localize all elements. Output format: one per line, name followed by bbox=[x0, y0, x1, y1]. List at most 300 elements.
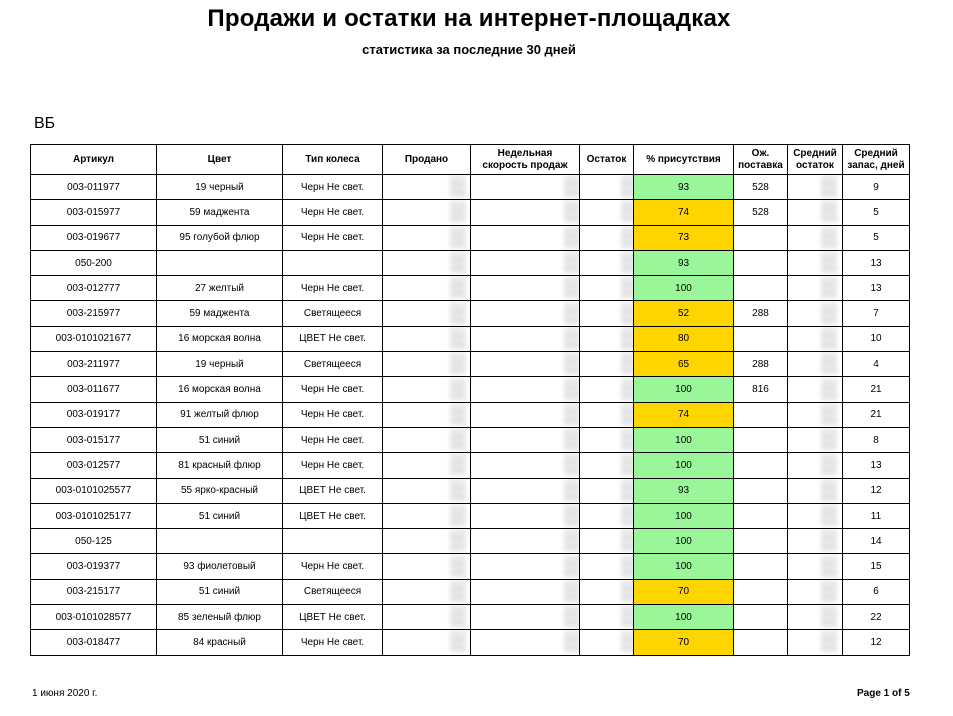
cell-weekly-speed bbox=[471, 377, 580, 402]
cell-weekly-speed bbox=[471, 352, 580, 377]
table-header-row bbox=[31, 145, 910, 175]
cell-weekly-speed bbox=[471, 503, 580, 528]
redacted-value bbox=[621, 480, 634, 502]
table-row bbox=[31, 427, 910, 452]
redacted-value bbox=[621, 530, 634, 552]
cell-article: 050-200 bbox=[31, 250, 157, 275]
cell-wheel-type: Светящееся bbox=[283, 579, 383, 604]
cell-stock bbox=[580, 250, 634, 275]
cell-wheel-type bbox=[283, 529, 383, 554]
cell-article: 003-0101025177 bbox=[31, 503, 157, 528]
cell-color: 51 синий bbox=[157, 579, 283, 604]
cell-color: 59 маджента bbox=[157, 301, 283, 326]
cell-avg-stock bbox=[788, 478, 843, 503]
cell-presence: 100 bbox=[634, 605, 734, 630]
sales-table bbox=[30, 144, 910, 656]
cell-presence: 65 bbox=[634, 352, 734, 377]
redacted-value bbox=[564, 606, 580, 628]
cell-weekly-speed bbox=[471, 453, 580, 478]
redacted-value bbox=[450, 429, 466, 451]
table-row bbox=[31, 554, 910, 579]
redacted-value bbox=[450, 379, 466, 401]
table-row bbox=[31, 301, 910, 326]
cell-wheel-type: Светящееся bbox=[283, 301, 383, 326]
cell-sold bbox=[383, 377, 471, 402]
cell-color bbox=[157, 529, 283, 554]
cell-avg-stock bbox=[788, 200, 843, 225]
cell-article: 003-011677 bbox=[31, 377, 157, 402]
cell-avg-days: 21 bbox=[843, 377, 910, 402]
redacted-value bbox=[450, 328, 466, 350]
redacted-value bbox=[821, 556, 837, 578]
cell-color: 93 фиолетовый bbox=[157, 554, 283, 579]
cell-presence: 70 bbox=[634, 579, 734, 604]
cell-avg-stock bbox=[788, 503, 843, 528]
cell-wheel-type: Черн Не свет. bbox=[283, 427, 383, 452]
cell-sold bbox=[383, 200, 471, 225]
redacted-value bbox=[450, 480, 466, 502]
cell-presence: 100 bbox=[634, 276, 734, 301]
cell-expected-supply bbox=[734, 554, 788, 579]
redacted-value bbox=[450, 303, 466, 325]
redacted-value bbox=[821, 277, 837, 299]
cell-expected-supply bbox=[734, 276, 788, 301]
cell-avg-stock bbox=[788, 225, 843, 250]
cell-stock bbox=[580, 427, 634, 452]
cell-avg-stock bbox=[788, 276, 843, 301]
cell-avg-stock bbox=[788, 427, 843, 452]
redacted-value bbox=[564, 631, 580, 653]
redacted-value bbox=[821, 252, 837, 274]
cell-avg-stock bbox=[788, 175, 843, 200]
table-row bbox=[31, 276, 910, 301]
cell-weekly-speed bbox=[471, 276, 580, 301]
cell-presence: 100 bbox=[634, 529, 734, 554]
cell-color: 19 черный bbox=[157, 352, 283, 377]
redacted-value bbox=[450, 530, 466, 552]
redacted-value bbox=[564, 530, 580, 552]
cell-presence: 74 bbox=[634, 402, 734, 427]
redacted-value bbox=[821, 505, 837, 527]
redacted-value bbox=[450, 201, 466, 223]
redacted-value bbox=[564, 252, 580, 274]
cell-color: 51 синий bbox=[157, 427, 283, 452]
cell-weekly-speed bbox=[471, 225, 580, 250]
cell-color: 84 красный bbox=[157, 630, 283, 655]
redacted-value bbox=[621, 505, 634, 527]
cell-avg-stock bbox=[788, 377, 843, 402]
cell-article: 003-015977 bbox=[31, 200, 157, 225]
redacted-value bbox=[621, 277, 634, 299]
col-header-stock: Остаток bbox=[580, 145, 634, 175]
table-row bbox=[31, 352, 910, 377]
cell-avg-days: 13 bbox=[843, 250, 910, 275]
cell-presence: 52 bbox=[634, 301, 734, 326]
cell-avg-stock bbox=[788, 554, 843, 579]
redacted-value bbox=[564, 353, 580, 375]
cell-presence: 93 bbox=[634, 250, 734, 275]
cell-color: 51 синий bbox=[157, 503, 283, 528]
cell-expected-supply bbox=[734, 250, 788, 275]
cell-avg-days: 15 bbox=[843, 554, 910, 579]
cell-wheel-type: Черн Не свет. bbox=[283, 175, 383, 200]
cell-sold bbox=[383, 453, 471, 478]
cell-sold bbox=[383, 554, 471, 579]
col-header-avg-days: Средний запас, дней bbox=[843, 145, 910, 175]
cell-article: 003-211977 bbox=[31, 352, 157, 377]
cell-article: 003-018477 bbox=[31, 630, 157, 655]
redacted-value bbox=[621, 353, 634, 375]
col-header-wheel-type: Тип колеса bbox=[283, 145, 383, 175]
cell-wheel-type: Черн Не свет. bbox=[283, 225, 383, 250]
redacted-value bbox=[450, 581, 466, 603]
redacted-value bbox=[621, 606, 634, 628]
redacted-value bbox=[564, 328, 580, 350]
cell-stock bbox=[580, 529, 634, 554]
redacted-value bbox=[821, 454, 837, 476]
section-label: ВБ bbox=[34, 115, 56, 132]
redacted-value bbox=[621, 201, 634, 223]
cell-weekly-speed bbox=[471, 326, 580, 351]
redacted-value bbox=[621, 556, 634, 578]
cell-wheel-type: Светящееся bbox=[283, 352, 383, 377]
cell-article: 003-011977 bbox=[31, 175, 157, 200]
cell-sold bbox=[383, 478, 471, 503]
cell-avg-days: 5 bbox=[843, 200, 910, 225]
cell-avg-stock bbox=[788, 301, 843, 326]
redacted-value bbox=[450, 631, 466, 653]
cell-weekly-speed bbox=[471, 301, 580, 326]
table-row bbox=[31, 326, 910, 351]
cell-article: 003-019677 bbox=[31, 225, 157, 250]
redacted-value bbox=[564, 379, 580, 401]
cell-expected-supply bbox=[734, 427, 788, 452]
redacted-value bbox=[621, 379, 634, 401]
col-header-avg-stock: Средний остаток bbox=[788, 145, 843, 175]
cell-avg-days: 12 bbox=[843, 478, 910, 503]
redacted-value bbox=[564, 480, 580, 502]
cell-stock bbox=[580, 200, 634, 225]
table-row bbox=[31, 630, 910, 655]
cell-expected-supply bbox=[734, 402, 788, 427]
cell-stock bbox=[580, 326, 634, 351]
col-header-presence: % присутствия bbox=[634, 145, 734, 175]
col-header-expected-supply: Ож. поставка bbox=[734, 145, 788, 175]
cell-presence: 100 bbox=[634, 554, 734, 579]
cell-avg-stock bbox=[788, 605, 843, 630]
cell-sold bbox=[383, 352, 471, 377]
redacted-value bbox=[564, 201, 580, 223]
cell-sold bbox=[383, 175, 471, 200]
cell-weekly-speed bbox=[471, 200, 580, 225]
cell-wheel-type: Черн Не свет. bbox=[283, 200, 383, 225]
cell-weekly-speed bbox=[471, 478, 580, 503]
cell-presence: 100 bbox=[634, 377, 734, 402]
cell-weekly-speed bbox=[471, 554, 580, 579]
table-body bbox=[31, 175, 910, 656]
redacted-value bbox=[621, 227, 634, 249]
table-row bbox=[31, 402, 910, 427]
cell-article: 003-012577 bbox=[31, 453, 157, 478]
redacted-value bbox=[821, 429, 837, 451]
cell-expected-supply: 528 bbox=[734, 200, 788, 225]
redacted-value bbox=[564, 176, 580, 198]
cell-avg-days: 10 bbox=[843, 326, 910, 351]
cell-expected-supply bbox=[734, 630, 788, 655]
cell-article: 003-015177 bbox=[31, 427, 157, 452]
redacted-value bbox=[621, 176, 634, 198]
cell-avg-days: 21 bbox=[843, 402, 910, 427]
cell-avg-days: 4 bbox=[843, 352, 910, 377]
cell-article: 003-012777 bbox=[31, 276, 157, 301]
cell-expected-supply bbox=[734, 478, 788, 503]
cell-wheel-type: Черн Не свет. bbox=[283, 453, 383, 478]
cell-avg-days: 11 bbox=[843, 503, 910, 528]
cell-avg-days: 13 bbox=[843, 453, 910, 478]
cell-wheel-type: ЦВЕТ Не свет. bbox=[283, 478, 383, 503]
redacted-value bbox=[821, 631, 837, 653]
cell-expected-supply: 528 bbox=[734, 175, 788, 200]
redacted-value bbox=[821, 606, 837, 628]
redacted-value bbox=[821, 480, 837, 502]
redacted-value bbox=[821, 404, 837, 426]
cell-article: 003-019177 bbox=[31, 402, 157, 427]
cell-stock bbox=[580, 402, 634, 427]
cell-color: 16 морская волна bbox=[157, 326, 283, 351]
table-row bbox=[31, 453, 910, 478]
cell-presence: 100 bbox=[634, 503, 734, 528]
cell-color: 16 морская волна bbox=[157, 377, 283, 402]
cell-weekly-speed bbox=[471, 402, 580, 427]
report-subtitle: статистика за последние 30 дней bbox=[362, 42, 576, 57]
cell-sold bbox=[383, 529, 471, 554]
col-header-sold: Продано bbox=[383, 145, 471, 175]
cell-avg-days: 13 bbox=[843, 276, 910, 301]
cell-presence: 80 bbox=[634, 326, 734, 351]
cell-weekly-speed bbox=[471, 250, 580, 275]
cell-sold bbox=[383, 301, 471, 326]
cell-weekly-speed bbox=[471, 175, 580, 200]
cell-stock bbox=[580, 554, 634, 579]
cell-avg-stock bbox=[788, 453, 843, 478]
redacted-value bbox=[564, 303, 580, 325]
cell-wheel-type: Черн Не свет. bbox=[283, 402, 383, 427]
cell-weekly-speed bbox=[471, 529, 580, 554]
cell-wheel-type: Черн Не свет. bbox=[283, 276, 383, 301]
cell-expected-supply: 288 bbox=[734, 301, 788, 326]
redacted-value bbox=[450, 353, 466, 375]
cell-wheel-type: Черн Не свет. bbox=[283, 630, 383, 655]
cell-avg-days: 5 bbox=[843, 225, 910, 250]
redacted-value bbox=[821, 353, 837, 375]
cell-sold bbox=[383, 250, 471, 275]
cell-presence: 93 bbox=[634, 175, 734, 200]
cell-presence: 73 bbox=[634, 225, 734, 250]
cell-sold bbox=[383, 326, 471, 351]
cell-wheel-type: ЦВЕТ Не свет. bbox=[283, 503, 383, 528]
cell-article: 003-019377 bbox=[31, 554, 157, 579]
cell-color: 81 красный флюр bbox=[157, 453, 283, 478]
table-row bbox=[31, 225, 910, 250]
cell-sold bbox=[383, 579, 471, 604]
redacted-value bbox=[821, 227, 837, 249]
redacted-value bbox=[450, 556, 466, 578]
redacted-value bbox=[621, 252, 634, 274]
cell-stock bbox=[580, 605, 634, 630]
cell-avg-days: 22 bbox=[843, 605, 910, 630]
cell-avg-stock bbox=[788, 250, 843, 275]
cell-stock bbox=[580, 630, 634, 655]
cell-stock bbox=[580, 301, 634, 326]
col-header-color: Цвет bbox=[157, 145, 283, 175]
redacted-value bbox=[564, 505, 580, 527]
cell-stock bbox=[580, 276, 634, 301]
cell-expected-supply bbox=[734, 225, 788, 250]
redacted-value bbox=[821, 581, 837, 603]
cell-stock bbox=[580, 453, 634, 478]
redacted-value bbox=[450, 606, 466, 628]
cell-avg-stock bbox=[788, 529, 843, 554]
footer-date: 1 июня 2020 г. bbox=[32, 688, 98, 699]
redacted-value bbox=[621, 454, 634, 476]
redacted-value bbox=[821, 303, 837, 325]
redacted-value bbox=[564, 429, 580, 451]
cell-color: 59 маджента bbox=[157, 200, 283, 225]
cell-color: 55 ярко-красный bbox=[157, 478, 283, 503]
cell-wheel-type: Черн Не свет. bbox=[283, 377, 383, 402]
table-row bbox=[31, 529, 910, 554]
redacted-value bbox=[450, 505, 466, 527]
cell-avg-days: 7 bbox=[843, 301, 910, 326]
cell-weekly-speed bbox=[471, 605, 580, 630]
cell-presence: 93 bbox=[634, 478, 734, 503]
redacted-value bbox=[564, 404, 580, 426]
cell-expected-supply: 288 bbox=[734, 352, 788, 377]
redacted-value bbox=[450, 404, 466, 426]
cell-stock bbox=[580, 175, 634, 200]
cell-avg-days: 6 bbox=[843, 579, 910, 604]
cell-wheel-type: ЦВЕТ Не свет. bbox=[283, 326, 383, 351]
redacted-value bbox=[450, 176, 466, 198]
cell-stock bbox=[580, 352, 634, 377]
cell-stock bbox=[580, 225, 634, 250]
footer-page: Page 1 of 5 bbox=[857, 688, 910, 699]
table-row bbox=[31, 200, 910, 225]
cell-stock bbox=[580, 478, 634, 503]
cell-avg-stock bbox=[788, 352, 843, 377]
redacted-value bbox=[450, 454, 466, 476]
cell-presence: 74 bbox=[634, 200, 734, 225]
redacted-value bbox=[564, 454, 580, 476]
cell-color bbox=[157, 250, 283, 275]
table-row bbox=[31, 377, 910, 402]
report-title: Продажи и остатки на интернет-площадках bbox=[207, 5, 731, 32]
table-row bbox=[31, 250, 910, 275]
table-row bbox=[31, 605, 910, 630]
cell-avg-stock bbox=[788, 326, 843, 351]
redacted-value bbox=[564, 227, 580, 249]
cell-article: 003-0101028577 bbox=[31, 605, 157, 630]
redacted-value bbox=[450, 252, 466, 274]
cell-sold bbox=[383, 503, 471, 528]
cell-presence: 70 bbox=[634, 630, 734, 655]
cell-expected-supply: 816 bbox=[734, 377, 788, 402]
cell-sold bbox=[383, 605, 471, 630]
redacted-value bbox=[621, 303, 634, 325]
cell-avg-stock bbox=[788, 630, 843, 655]
cell-sold bbox=[383, 427, 471, 452]
redacted-value bbox=[821, 530, 837, 552]
cell-article: 003-215977 bbox=[31, 301, 157, 326]
cell-stock bbox=[580, 579, 634, 604]
cell-avg-stock bbox=[788, 579, 843, 604]
cell-sold bbox=[383, 402, 471, 427]
cell-avg-days: 9 bbox=[843, 175, 910, 200]
redacted-value bbox=[621, 429, 634, 451]
cell-expected-supply bbox=[734, 453, 788, 478]
cell-expected-supply bbox=[734, 326, 788, 351]
cell-weekly-speed bbox=[471, 630, 580, 655]
cell-avg-days: 12 bbox=[843, 630, 910, 655]
cell-color: 91 желтый флюр bbox=[157, 402, 283, 427]
redacted-value bbox=[821, 176, 837, 198]
cell-article: 003-0101025577 bbox=[31, 478, 157, 503]
table-row bbox=[31, 579, 910, 604]
cell-article: 003-0101021677 bbox=[31, 326, 157, 351]
cell-color: 95 голубой флюр bbox=[157, 225, 283, 250]
cell-presence: 100 bbox=[634, 453, 734, 478]
cell-article: 003-215177 bbox=[31, 579, 157, 604]
cell-sold bbox=[383, 630, 471, 655]
cell-color: 19 черный bbox=[157, 175, 283, 200]
cell-expected-supply bbox=[734, 529, 788, 554]
cell-wheel-type: ЦВЕТ Не свет. bbox=[283, 605, 383, 630]
table-row bbox=[31, 175, 910, 200]
table-row bbox=[31, 503, 910, 528]
cell-stock bbox=[580, 503, 634, 528]
cell-avg-stock bbox=[788, 402, 843, 427]
cell-avg-days: 8 bbox=[843, 427, 910, 452]
cell-expected-supply bbox=[734, 503, 788, 528]
redacted-value bbox=[450, 277, 466, 299]
redacted-value bbox=[621, 581, 634, 603]
cell-color: 27 желтый bbox=[157, 276, 283, 301]
redacted-value bbox=[564, 581, 580, 603]
cell-sold bbox=[383, 276, 471, 301]
col-header-article: Артикул bbox=[31, 145, 157, 175]
cell-avg-days: 14 bbox=[843, 529, 910, 554]
cell-wheel-type bbox=[283, 250, 383, 275]
redacted-value bbox=[821, 328, 837, 350]
cell-presence: 100 bbox=[634, 427, 734, 452]
redacted-value bbox=[621, 404, 634, 426]
table-row bbox=[31, 478, 910, 503]
redacted-value bbox=[564, 556, 580, 578]
cell-expected-supply bbox=[734, 579, 788, 604]
cell-color: 85 зеленый флюр bbox=[157, 605, 283, 630]
cell-stock bbox=[580, 377, 634, 402]
redacted-value bbox=[821, 201, 837, 223]
cell-article: 050-125 bbox=[31, 529, 157, 554]
cell-weekly-speed bbox=[471, 427, 580, 452]
redacted-value bbox=[821, 379, 837, 401]
redacted-value bbox=[564, 277, 580, 299]
redacted-value bbox=[621, 631, 634, 653]
redacted-value bbox=[450, 227, 466, 249]
cell-expected-supply bbox=[734, 605, 788, 630]
cell-wheel-type: Черн Не свет. bbox=[283, 554, 383, 579]
cell-weekly-speed bbox=[471, 579, 580, 604]
